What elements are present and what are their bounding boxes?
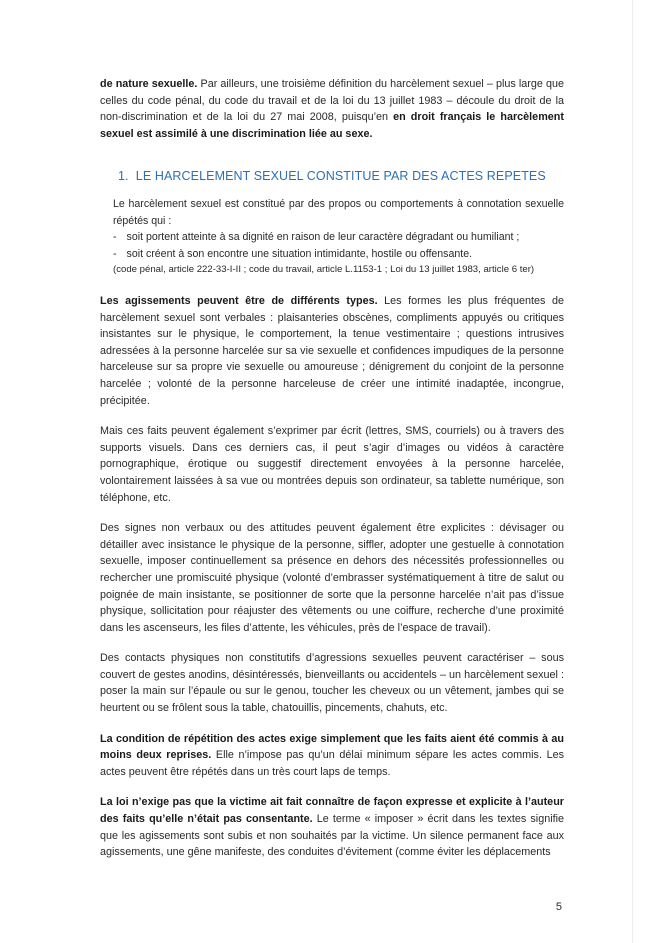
- paragraph-repetition: [100, 731, 564, 781]
- text: Des contacts physiques non constitutifs d’agressions sexuelles peuvent caractériser – sous couvert de gestes anodins, désintéressés, bienveillants ou accidentels – un harcèlement sexuel : poser la main sur l’épaule ou sur le genou, toucher les cheveux ou un vêtement, jambes qui se heurtent ou se frôlent sous la table, chatouillis, pincements, chahuts, etc.: [100, 652, 564, 715]
- list-item-text: soit portent atteinte à sa dignité en raison de leur caractère dégradant ou humiliant ;: [126, 231, 520, 244]
- paragraph-written: [100, 423, 564, 506]
- text: Mais ces faits peuvent également s’exprimer par écrit (lettres, SMS, courriels) ou à travers des supports visuels. Dans ces derniers cas, il peut s’agir d’images ou vidéos à caractère pornographique, érotique ou suggestif directement envoyées à la personne harcelée, volontairement laissées à sa vue ou montrées depuis son ordinateur, sa tablette numérique, son téléphone, etc.: [100, 425, 564, 504]
- section-heading: [118, 168, 564, 184]
- legal-reference: (code pénal, article 222-33-I-II ; code du travail, article L.1153-1 ; Loi du 13 juillet 1983, article 6 ter): [113, 264, 535, 275]
- bullet: -: [113, 231, 117, 244]
- bold-text: en droit français le harcèlement sexuel est assimilé à une discrimination liée au sexe.: [100, 111, 564, 140]
- page-edge: [632, 0, 633, 943]
- list-item: [113, 246, 564, 262]
- bold-text: La condition de répétition des actes exige simplement que les faits aient été commis à au moins deux reprises.: [100, 732, 564, 762]
- bold-text: de nature sexuelle.: [100, 78, 198, 90]
- paragraph-intro: [100, 76, 564, 142]
- paragraph-contacts: [100, 650, 564, 716]
- bold-text: Les agissements peuvent être de différents types.: [100, 295, 378, 307]
- bold-text: La loi n’exige pas que la victime ait fait connaître de façon expresse et explicite à l’auteur des faits qu’elle n’était pas consentante.: [100, 796, 564, 826]
- page-number: 5: [555, 900, 562, 913]
- definition-intro: Le harcèlement sexuel est constitué par des propos ou comportements à connotation sexuelle répétés qui :: [113, 198, 564, 227]
- text: Par ailleurs, une troisième définition du harcèlement sexuel – plus large que celles du code pénal, du code du travail et de la loi du 13 juillet 1983 – découle du droit de la non-discrimination et de la loi du 27 mai 2008, puisqu’en: [100, 78, 564, 124]
- paragraph-nonverbal: [100, 520, 564, 636]
- heading-number: 1.: [118, 169, 129, 184]
- text: Le terme « imposer » écrit dans les textes signifie que les agissements sont subis et non souhaités par la victime. Un silence permanent face aux agissements, une gêne manifeste, des conduites d’évitement (comme éviter les déplacements: [100, 813, 564, 859]
- text: Les formes les plus fréquentes de harcèlement sexuel sont verbales : plaisanteries obscènes, compliments appuyés ou critiques insistantes sur le physique, le comportement, la tenue vestimentaire ; questions intrusives adressées à la personne harcelée sur sa vie sexuelle et confidences impudiques de la personne harceleuse sur sa propre vie sexuelle ou amoureuse ; dénigrement du conjoint de la personne harcelée ; volonté de la personne harceleuse de créer une intimité inadaptée, incongrue, précipitée.: [100, 295, 565, 407]
- paragraph-types: [100, 293, 564, 409]
- heading-title: LE HARCELEMENT SEXUEL CONSTITUE PAR DES ACTES REPETES: [135, 169, 546, 184]
- text: Elle n’impose pas qu’un délai minimum sépare les actes commis. Les actes peuvent être répétés dans un très court laps de temps.: [100, 749, 564, 778]
- paragraph-consent: [100, 794, 564, 860]
- bullet: -: [113, 247, 117, 260]
- legal-definition: [113, 196, 564, 277]
- list-item: [113, 229, 564, 245]
- text: Des signes non verbaux ou des attitudes peuvent également être explicites : dévisager ou détailler avec insistance le physique de la personne, siffler, adopter une gestuelle à connotation sexuelle, imposer continuellement sa présence en dehors des nécessités professionnelles ou rechercher une promiscuité physique (volonté d’embrasser systématiquement à titre de salut ou poignée de main insistante, se positionner de sorte que la personne harcelée n’ait pas d’issue physique, sollicitation pour réajuster des vêtements ou une coiffure, recherche d’une proximité dans les ascenseurs, les files d’attente, les véhicules, près de l’espace de travail).: [100, 522, 564, 634]
- list-item-text: soit créent à son encontre une situation intimidante, hostile ou offensante.: [126, 247, 473, 260]
